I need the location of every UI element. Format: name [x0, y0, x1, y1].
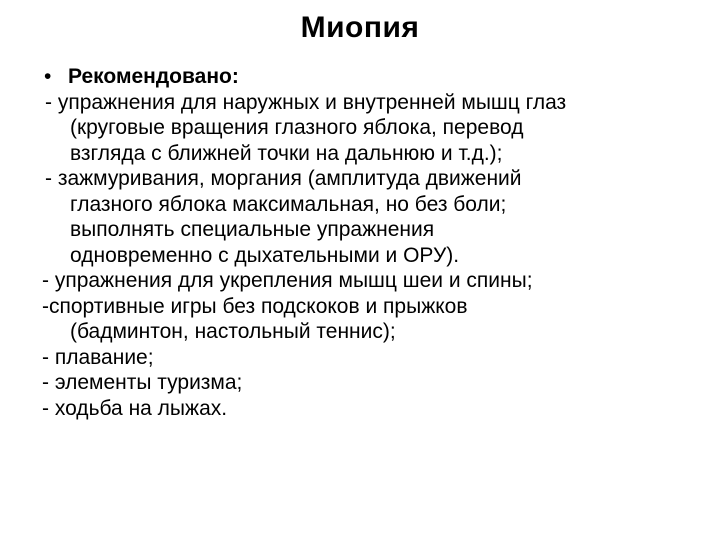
- text-line: глазного яблока максимальная, но без боли;: [70, 192, 507, 216]
- text-line: (круговые вращения глазного яблока, перевод: [70, 116, 524, 139]
- text-line: (бадминтон, настольный теннис);: [70, 320, 396, 343]
- text-line: - ходьба на лыжах.: [42, 396, 228, 420]
- slide-body: [42, 64, 702, 421]
- bullet-icon: •: [44, 65, 52, 88]
- text-line: -спортивные игры без подскоков и прыжков: [42, 294, 468, 318]
- text-line: одновременно с дыхательными и ОРУ).: [70, 243, 460, 267]
- text-line: - упражнения для укрепления мышц шеи и спины;: [42, 269, 533, 292]
- text-line: - элементы туризма;: [42, 371, 243, 394]
- text-line: выполнять специальные упражнения: [70, 218, 435, 241]
- bullet-heading: [42, 64, 702, 90]
- text-line: взгляда с ближней точки на дальнюю и т.д.);: [70, 141, 503, 165]
- text-line: - зажмуривания, моргания (амплитуда движений: [45, 167, 522, 190]
- text-line: - плавание;: [42, 345, 154, 369]
- slide-title: Миопия: [300, 11, 420, 44]
- bullet-label: Рекомендовано:: [68, 65, 239, 88]
- text-line: - упражнения для наружных и внутренней мышц глаз: [45, 90, 567, 114]
